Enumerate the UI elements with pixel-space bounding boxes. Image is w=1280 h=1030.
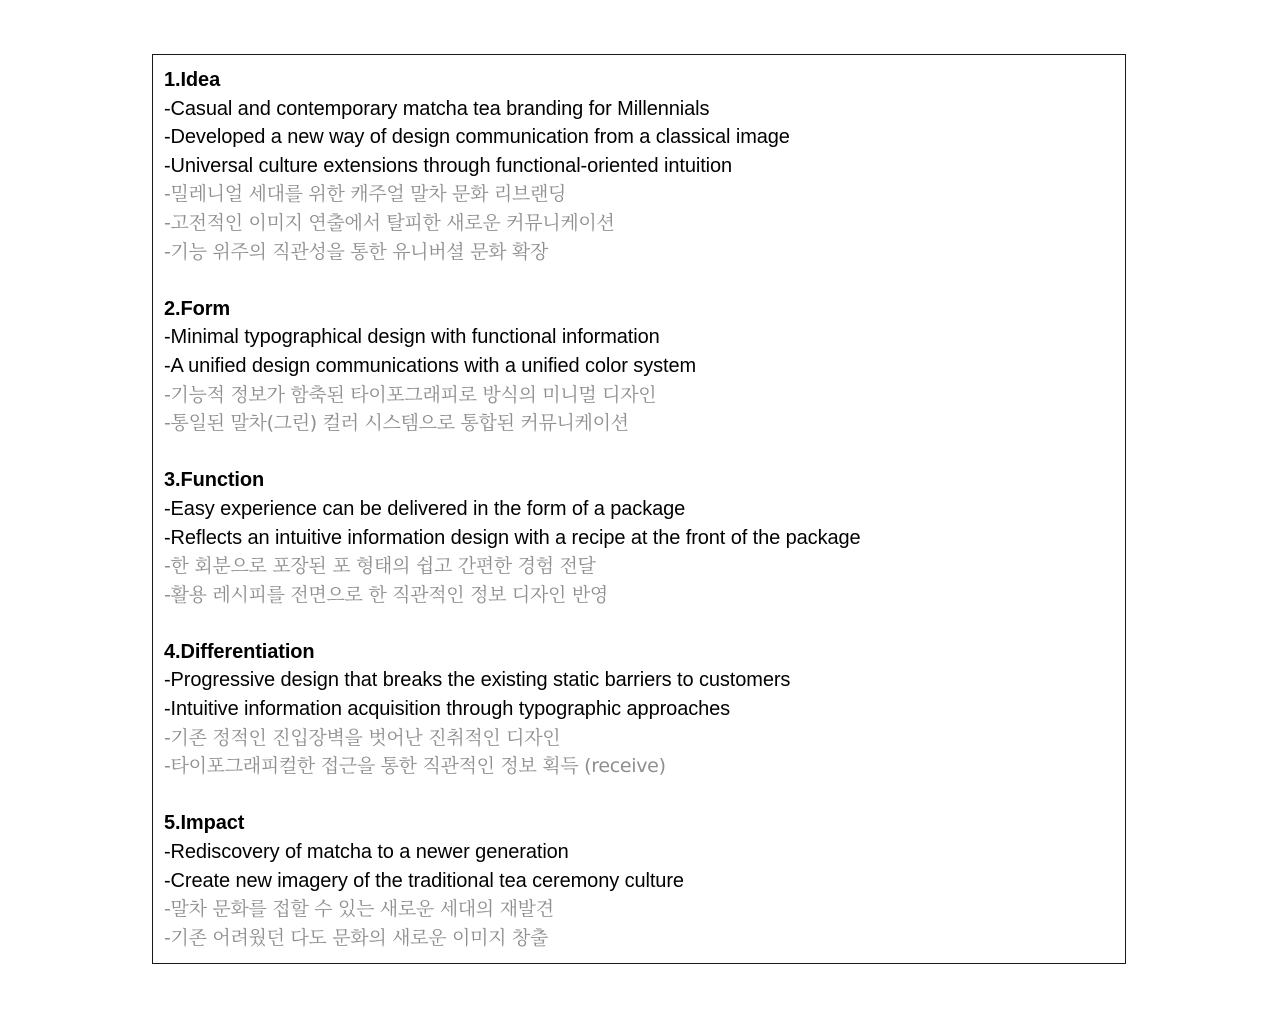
korean-line: -한 회분으로 포장된 포 형태의 쉽고 간편한 경험 전달 (164, 555, 596, 578)
section-heading: 2.Form (164, 297, 231, 320)
korean-line: -고전적인 이미지 연출에서 탈피한 새로운 커뮤니케이션 (164, 211, 615, 234)
english-line: -Minimal typographical design with functional information (164, 326, 660, 349)
english-line: -Developed a new way of design communication from a classical image (164, 126, 790, 149)
english-line: -Intuitive information acquisition through typographic approaches (164, 698, 731, 721)
english-line: -A unified design communications with a unified color system (164, 354, 697, 377)
english-line: -Rediscovery of matcha to a newer generation (164, 841, 569, 864)
section-heading: 1.Idea (164, 69, 221, 91)
section-impact (164, 809, 1115, 952)
korean-line: -말차 문화를 접할 수 있는 새로운 세대의 재발견 (164, 898, 554, 921)
english-line: -Create new imagery of the traditional tea ceremony culture (164, 869, 684, 892)
section-heading: 5.Impact (164, 812, 245, 835)
document-frame (152, 54, 1126, 964)
korean-line: -기존 어려웠던 다도 문화의 새로운 이미지 창출 (164, 926, 549, 949)
section-function (164, 466, 1115, 609)
section-idea (164, 66, 1115, 266)
korean-line: -통일된 말차(그린) 컬러 시스템으로 통합된 커뮤니케이션 (164, 412, 629, 435)
document-content (164, 66, 1115, 981)
korean-line: -밀레니얼 세대를 위한 캐주얼 말차 문화 리브랜딩 (164, 183, 567, 206)
korean-line: -타이포그래피컬한 접근을 통한 직관적인 정보 획득 (receive) (164, 755, 666, 778)
korean-line: -기존 정적인 진입장벽을 벗어난 진취적인 디자인 (164, 726, 561, 749)
english-line: -Reflects an intuitive information design with a recipe at the front of the package (164, 526, 861, 549)
english-line: -Progressive design that breaks the existing static barriers to customers (164, 669, 791, 692)
korean-line: -기능적 정보가 함축된 타이포그래피로 방식의 미니멀 디자인 (164, 383, 657, 406)
english-line: -Universal culture extensions through functional-oriented intuition (164, 154, 733, 177)
section-form (164, 295, 1115, 438)
english-line: -Casual and contemporary matcha tea branding for Millennials (164, 97, 710, 120)
section-differentiation (164, 638, 1115, 781)
korean-line: -활용 레시피를 전면으로 한 직관적인 정보 디자인 반영 (164, 583, 608, 606)
section-heading: 4.Differentiation (164, 640, 315, 663)
korean-line: -기능 위주의 직관성을 통한 유니버셜 문화 확장 (164, 240, 549, 263)
english-line: -Easy experience can be delivered in the form of a package (164, 497, 686, 520)
section-heading: 3.Function (164, 469, 265, 492)
